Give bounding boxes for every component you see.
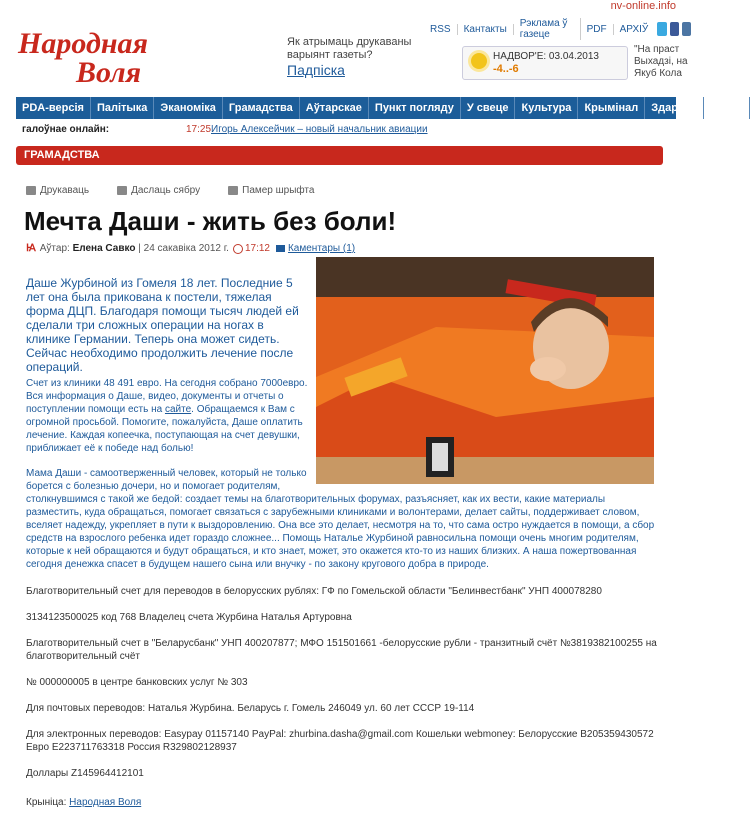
brand-mark-icon: Ꙗ (26, 243, 36, 254)
online-label: галоўнае онлайн: (22, 124, 110, 135)
logo-line1: Народная (18, 27, 148, 60)
font-size-button[interactable] (228, 185, 328, 196)
payment-line-6: Для электронных переводов: Easypay 01157140 PayPal: zhurbina.dasha@gmail.com Кошельки webmoney: Белорусские B205359430572 Евро E223711763318 Россия R329802128937 (26, 729, 654, 753)
nav-world[interactable]: У свеце (461, 97, 516, 119)
nav-economics[interactable]: Эканоміка (154, 97, 222, 119)
nav-pda[interactable]: PDA-версія (16, 97, 91, 119)
sun-icon (471, 53, 487, 69)
twitter-icon[interactable] (657, 22, 666, 36)
author-name[interactable]: Елена Савко (72, 243, 136, 254)
subscribe-promo (287, 36, 457, 77)
source-link[interactable]: Народная Воля (69, 797, 142, 808)
print-label: Друкаваць (40, 185, 90, 196)
send-label: Даслаць сябру (131, 185, 201, 196)
source-label: Крыніца: (26, 797, 67, 808)
subscribe-question: Як атрымаць друкаваны варыянт газеты? (287, 36, 412, 61)
side-teaser-line: "На праст (634, 44, 680, 55)
comments-link[interactable]: Каментары (1) (287, 243, 356, 254)
payment-line-4: № 000000005 в центре банковских услуг № 303 (26, 677, 248, 688)
weather-date: НАДВОР'Е: 03.04.2013 (493, 51, 599, 62)
p1-text-b: . Обращаемся к Вам с огромной просьбой. Помогите, пожалуйста, Даше оплатить лечение. Каждая копеечка, поступающая на счет девушки, приближает её к победе над болью! (26, 404, 303, 454)
print-button[interactable] (26, 185, 103, 196)
main-nav (16, 97, 744, 119)
nav-sport[interactable]: Спорт (704, 97, 750, 119)
payment-line-5: Для почтовых переводов: Наталья Журбина. Беларусь г. Гомель 246049 ул. 60 лет СССР 19-114 (26, 703, 475, 714)
nav-authors[interactable]: Аўтарскае (300, 97, 369, 119)
weather-widget[interactable] (462, 46, 628, 80)
online-headline[interactable]: Игорь Алексейчик – новый начальник авиации (211, 124, 428, 135)
article-photo (316, 257, 654, 484)
nav-crime[interactable]: Крымінал (578, 97, 645, 119)
site-logo[interactable] (16, 27, 278, 89)
top-links (424, 18, 691, 40)
online-ticker (16, 124, 676, 138)
printer-icon (26, 186, 36, 195)
side-teaser-line: Выхадзі, на (634, 56, 688, 67)
site-link[interactable]: сайте (164, 404, 192, 415)
side-teaser[interactable] (634, 44, 688, 84)
section-header[interactable]: ГРАМАДСТВА (16, 146, 663, 165)
nav-viewpoint[interactable]: Пункт погляду (369, 97, 461, 119)
nav-politics[interactable]: Палітыка (91, 97, 154, 119)
p2-text: Мама Даши - самоотверженный человек, который не только борется с болезнью дочери, но и помогает родителям, столкнувшимся с такой же бедой: создает темы на благотворительных форумах, разъясняет, как их вести, какие материалы разместить, куда обращаться, помогает связаться с зарубежными клиниками и волонтерами, делает сайты, поддерживает словом, вселяет надежду, укрепляет в пути к выздоровлению. Она все это делает, несмотря на то, что сама остро нуждается в помощи, а сбор средств на взрослого ребенка идет гораздо сложнее... Помощь Наталье Журбиной равносильна помощи очень многим родителям, которые к ней обращаются и будут обращаться, и кто знает, может, это окажется кто-то из наших близких. А наша пожертвованная сегодня денежка спасет в будущем нашего сына или внучку - по закону кругового добра в природе. (26, 468, 655, 570)
online-time: 17:25 (186, 124, 212, 135)
article-paragraph-1 (26, 377, 310, 455)
payment-line-7: Доллары Z145964412101 (26, 768, 144, 779)
advertising-link[interactable]: Рэклама ў газеце (514, 18, 581, 40)
payment-line-1: Благотворительный счет для переводов в белорусских рублях: ГФ по Гомельской области "Белинвестбанк" УНП 400078280 (26, 586, 602, 597)
author-prefix: Аўтар: (39, 243, 70, 254)
logo-line2: Воля (76, 56, 142, 89)
clock-icon (233, 244, 243, 254)
site-url: nv-online.info (610, 0, 676, 12)
p1-text-a: Счет из клиники 48 491 евро. На сегодня собрано 7000евро. Вся информация о Даше, видео, документы и отчеты о поступлении помощи есть на (26, 378, 308, 415)
article-date: | 24 сакавіка 2012 г. (138, 243, 229, 254)
article-meta (26, 243, 355, 254)
subscribe-link[interactable]: Падпіска (287, 62, 345, 78)
weather-temp: -4..-6 (493, 63, 519, 75)
facebook-icon[interactable] (670, 22, 679, 36)
payment-line-2: 3134123500025 код 768 Владелец счета Журбина Наталья Артуровна (26, 612, 352, 623)
payment-line-3: Благотворительный счет в "Беларусбанк" УНП 400207877; МФО 151501661 -белорусские рубли - транзитный счёт №3819382100255 на благотворительный счёт (26, 638, 657, 662)
font-size-label: Памер шрыфта (242, 185, 315, 196)
article-source (26, 796, 666, 809)
send-friend-button[interactable] (117, 185, 214, 196)
envelope-icon (117, 186, 127, 195)
contacts-link[interactable]: Кантакты (458, 24, 514, 35)
nav-culture[interactable]: Культура (515, 97, 578, 119)
pdf-link[interactable]: PDF (581, 24, 614, 35)
nav-health[interactable]: Здароўе (645, 97, 704, 119)
article-tools (26, 185, 342, 196)
comments-icon (276, 245, 285, 252)
article-paragraph-2 (26, 467, 656, 571)
article-time: 17:12 (244, 243, 270, 254)
article-title: Мечта Даши - жить без боли! (24, 206, 397, 236)
vk-icon[interactable] (682, 22, 691, 36)
rss-link[interactable]: RSS (424, 24, 458, 35)
article-lead: Даше Журбиной из Гомеля 18 лет. Последние 5 лет она была прикована к постели, тяжелая форма ДЦП. Благодаря помощи тысяч людей ей сделали три сложных операции на ногах в клинике Германии. Теперь она может сидеть. Сейчас необходимо продолжить лечение после операций. (26, 276, 299, 374)
nav-society[interactable]: Грамадства (223, 97, 300, 119)
archive-link[interactable]: АРХІЎ (619, 23, 649, 35)
font-size-icon (228, 186, 238, 195)
side-teaser-line: Якуб Кола (634, 68, 682, 79)
